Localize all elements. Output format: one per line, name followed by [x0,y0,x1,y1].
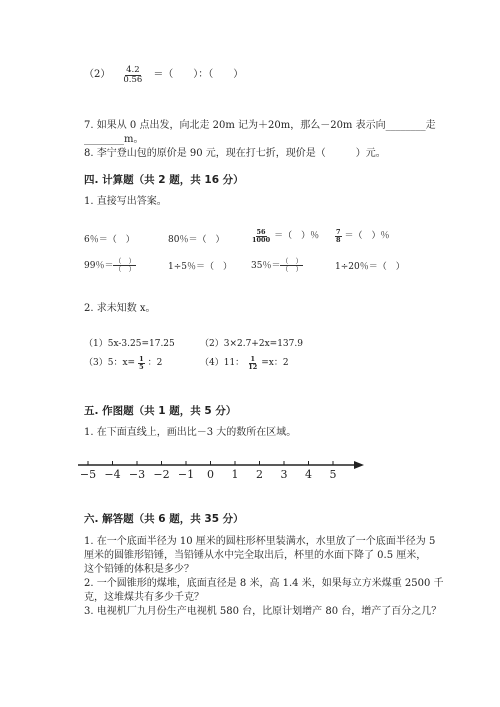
fraction-blank [280,258,303,273]
fraction-1-over-5 [138,356,145,370]
number-line-tick-label: 4 [305,468,312,481]
calc-item-3-rest: ＝（ ）％ [274,231,320,241]
section-5-title: 五. 作图题（共 1 题，共 5 分） [84,405,237,417]
fraction-blank [113,258,136,273]
section-6-q1-line2: 厘米的圆锥形铅锤，当铅锤从水中完全取出后，杯里的水面下降了 0.5 厘米， [84,550,427,561]
fraction-7-over-8 [335,229,342,243]
calc-item-5-pre: 99％＝ [84,260,114,271]
equation-4-post: =x：2 [261,358,289,368]
calc-item-7 [251,258,303,273]
fraction-numerator: 1 [139,355,144,363]
fraction-numerator: 4.2 [126,65,140,75]
fraction-denominator: 1000 [252,235,271,244]
fraction-1-over-12 [247,356,258,370]
question-7-line2: ________m。 [84,134,144,145]
fraction-denominator: 12 [248,362,258,371]
fraction-denominator: 0.56 [123,74,143,85]
equation-4-pre: （4）11： [200,358,245,368]
section-6-q3: 3. 电视机厂九月份生产电视机 580 台，比原计划增产 80 台，增产了百分之几？ [84,606,442,617]
calc-item-1: 6％＝（ ） [84,235,135,245]
section-6-q2-line1: 2. 一个圆锥形的煤堆，底面直径是 8 米，高 1.4 米，如果每立方米煤重 2500 千 [84,578,444,589]
calc-item-2: 80％＝（ ） [168,235,225,245]
equation-4 [200,356,289,370]
calc-item-5 [84,258,136,273]
fraction-numerator: 7 [336,228,341,236]
fraction-denominator: 8 [336,235,341,244]
number-line[interactable] [70,455,370,495]
number-line-tick-label: 0 [207,468,214,481]
number-line-tick-label: 3 [280,468,288,481]
fraction-4.2-over-0.56 [122,66,143,84]
section-4-q2-title: 2. 求未知数 x。 [84,303,156,314]
section-6-title: 六. 解答题（共 6 题，共 35 分） [84,513,244,525]
number-line-tick-label: −4 [104,468,121,481]
calc-item-6: 1÷5％＝（ ） [168,262,232,272]
section-6-q2-line2: 克，这堆煤共有多少千克？ [84,592,204,603]
calc-item-3 [251,229,319,243]
calc-item-8: 1÷20％＝（ ） [335,262,405,272]
fraction-56-over-1000 [251,229,271,243]
equation-3-pre: （3）5：x= [84,358,136,368]
calc-item-4 [335,229,390,243]
fraction-numerator: 56 [256,228,266,236]
number-line-tick-label: 1 [231,468,239,481]
number-line-tick-label: −5 [79,468,97,481]
equation-3-post: ：2 [147,358,163,368]
number-line-tick-label: −3 [128,468,146,481]
equation-3 [84,356,162,370]
fraction-numerator: （ ） [281,257,303,265]
number-line-tick-label: 2 [256,468,263,481]
arrow-right-icon [354,461,364,469]
number-line-tick-label: 5 [329,468,337,481]
equation-2: （2）3×2.7+2x=137.9 [200,339,303,349]
fraction-denominator: 5 [139,362,144,371]
calc-item-7-pre: 35％＝ [251,260,281,271]
question-7-line1: 7. 如果从 0 点出发，向北走 20m 记为＋20m，那么－20m 表示向________走 [84,120,436,131]
section-4-q1-title: 1. 直接写出答案。 [84,196,167,207]
section-6-q1-line3: 这个铅锤的体积是多少？ [84,564,194,575]
number-line-tick-label: −1 [177,468,195,481]
section-5-q1: 1. 在下面直线上，画出比－3 大的数所在区域。 [84,427,297,438]
question-2-rest: ＝（ ）：（ ） [153,69,244,80]
question-2 [84,66,243,84]
number-line-tick-label: −2 [153,468,170,481]
equation-1: （1）5x-3.25=17.25 [84,339,175,349]
fraction-numerator: （ ） [114,257,136,265]
fraction-denominator: （ ） [114,265,136,273]
question-2-label: （2） [84,69,111,80]
calc-item-4-rest: ＝（ ）％ [344,231,390,241]
section-4-title: 四. 计算题（共 2 题，共 16 分） [84,174,244,186]
fraction-denominator: （ ） [281,265,303,273]
section-6-q1-line1: 1. 在一个底面半径为 10 厘米的圆柱形杯里装满水，水里放了一个底面半径为 5 [84,536,436,547]
fraction-numerator: 1 [250,355,255,363]
question-8: 8. 李宁登山包的原价是 90 元，现在打七折，现价是（ ）元。 [84,148,386,159]
